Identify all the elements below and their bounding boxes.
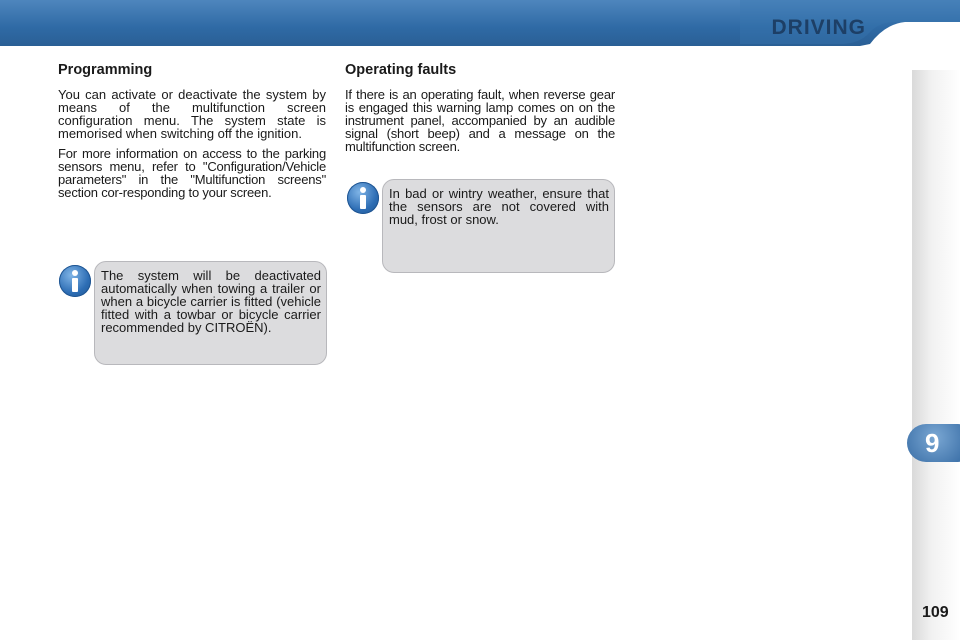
side-strip: [912, 70, 960, 640]
operating-faults-heading: Operating faults: [345, 62, 457, 78]
info-icon: [347, 182, 379, 214]
programming-paragraph: You can activate or deactivate the system by means of the multifunction screen configuration menu. The system state is memorised when switching off the ignition.: [58, 87, 326, 141]
chapter-badge: [907, 424, 960, 462]
operating-faults-paragraph: If there is an operating fault, when reverse gear is engaged this warning lamp comes on on the instrument panel, accompanied by an audible signal (short beep) and a message on the multifunction screen.: [345, 87, 615, 154]
info-note-towing: [94, 261, 327, 365]
info-note-text: In bad or wintry weather, ensure that the sensors are not covered with mud, frost or snow.: [389, 186, 609, 227]
info-note-weather: [382, 179, 615, 273]
page-number: 109: [922, 604, 949, 621]
chapter-number: 9: [925, 427, 940, 458]
info-note-text: The system will be deactivated automatically when towing a trailer or when a bicycle carrier is fitted (vehicle fitted with a towbar or bicycle carrier recommended by CITROËN).: [101, 268, 321, 335]
operating-faults-section: [345, 62, 615, 160]
programming-heading: Programming: [58, 62, 153, 78]
section-title: DRIVING: [771, 16, 866, 39]
programming-paragraph: For more information on access to the parking sensors menu, refer to "Configuration/Vehicle parameters" in the "Multifunction screens" section cor-responding to your screen.: [58, 146, 326, 200]
info-icon: [59, 265, 91, 297]
programming-section: [58, 62, 326, 206]
